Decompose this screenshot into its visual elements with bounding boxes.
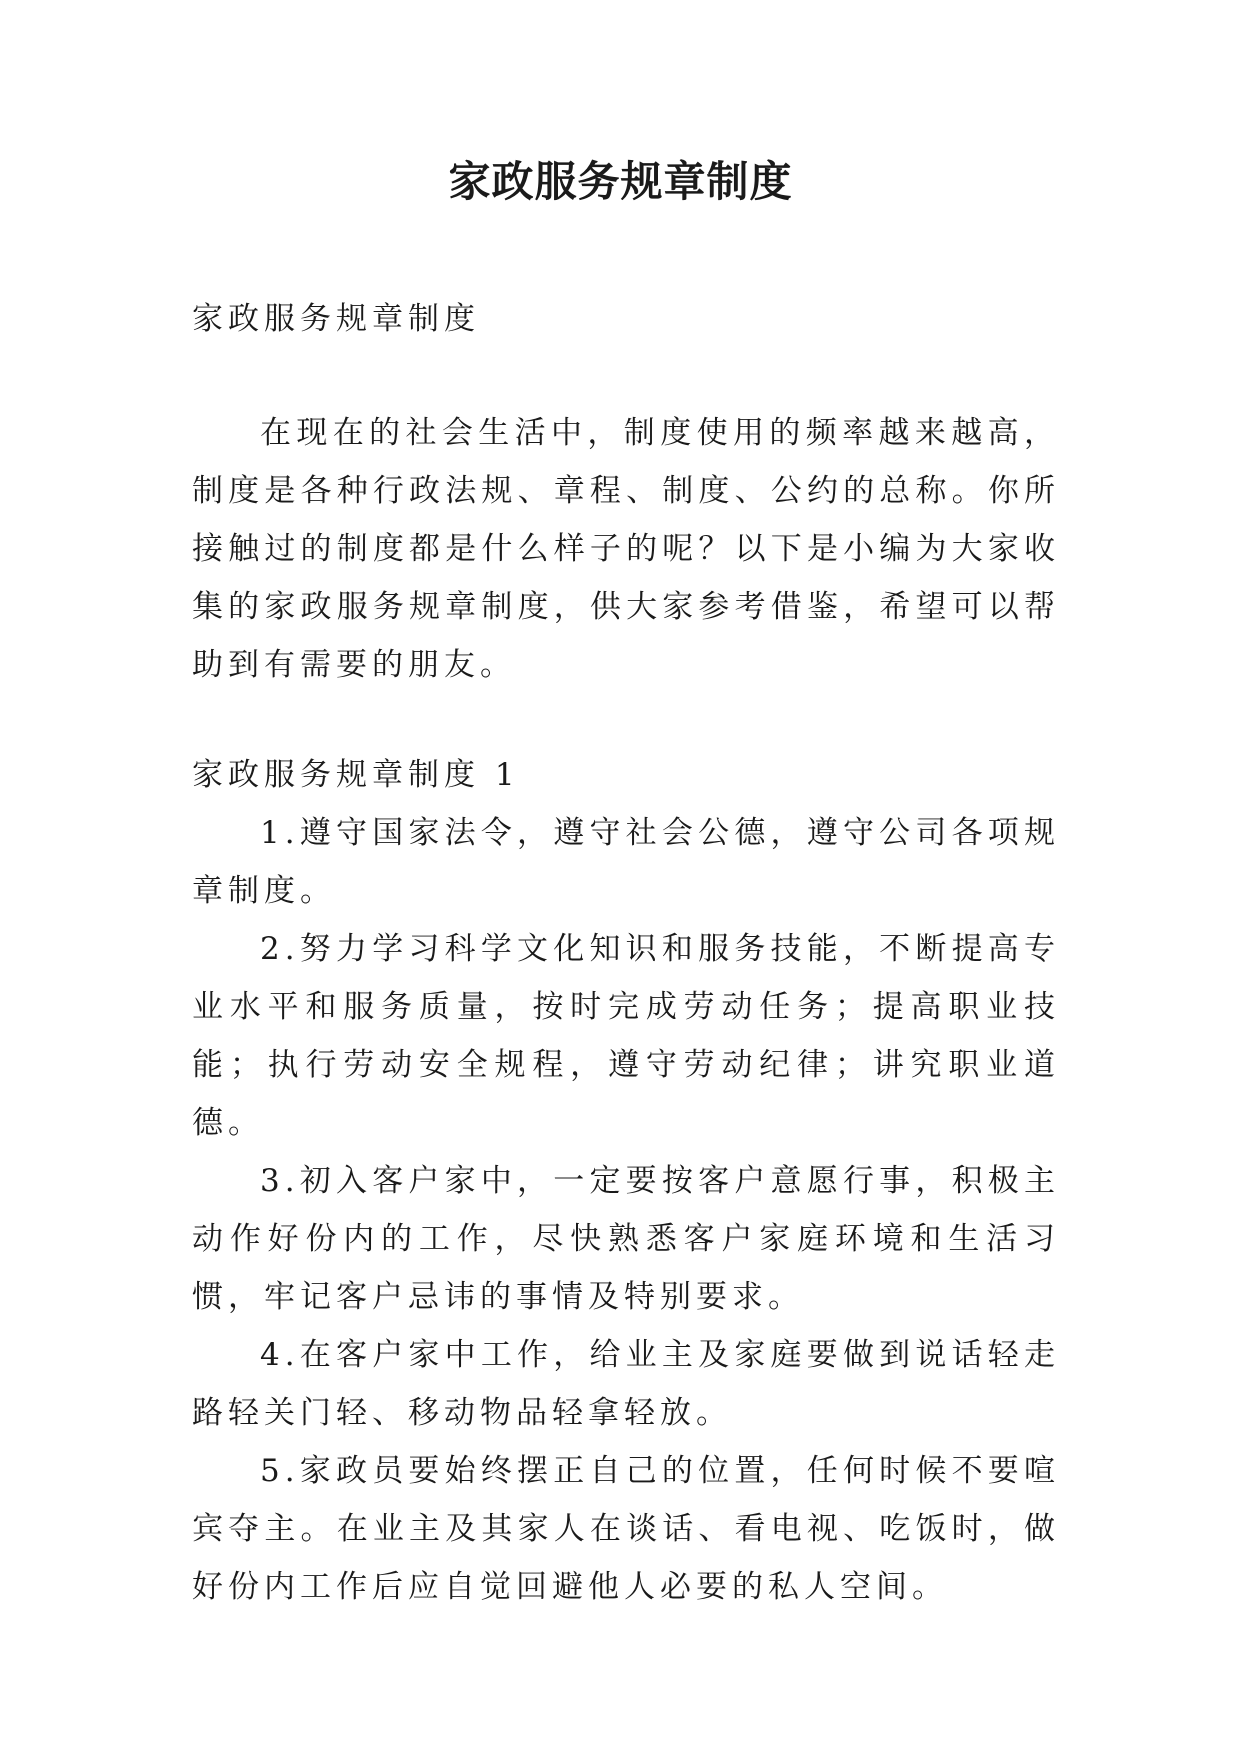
rule-item-2: 2.努力学习科学文化知识和服务技能，不断提高专业水平和服务质量，按时完成劳动任务；提高职业技能；执行劳动安全规程，遵守劳动纪律；讲究职业道德。 xyxy=(192,931,1060,1141)
rule-item-3: 3.初入客户家中，一定要按客户意愿行事，积极主动作好份内的工作，尽快熟悉客户家庭环境和生活习惯，牢记客户忌讳的事情及特别要求。 xyxy=(192,1163,1060,1315)
rule-item-1: 1.遵守国家法令，遵守社会公德，遵守公司各项规章制度。 xyxy=(192,815,1060,909)
rule-item-5: 5.家政员要始终摆正自己的位置，任何时候不要喧宾夺主。在业主及其家人在谈话、看电视、吃饭时，做好份内工作后应自觉回避他人必要的私人空间。 xyxy=(192,1453,1060,1605)
intro-paragraph: 在现在的社会生活中，制度使用的频率越来越高，制度是各种行政法规、章程、制度、公约的总称。你所接触过的制度都是什么样子的呢？以下是小编为大家收集的家政服务规章制度，供大家参考借鉴，希望可以帮助到有需要的朋友。 xyxy=(192,415,1060,683)
document-title: 家政服务规章制度 xyxy=(448,157,793,206)
rule-item-4: 4.在客户家中工作，给业主及家庭要做到说话轻走路轻关门轻、移动物品轻拿轻放。 xyxy=(192,1337,1060,1431)
document-body xyxy=(192,290,1060,1616)
section-heading: 家政服务规章制度 1 xyxy=(192,757,520,793)
document-subtitle: 家政服务规章制度 xyxy=(192,301,480,337)
